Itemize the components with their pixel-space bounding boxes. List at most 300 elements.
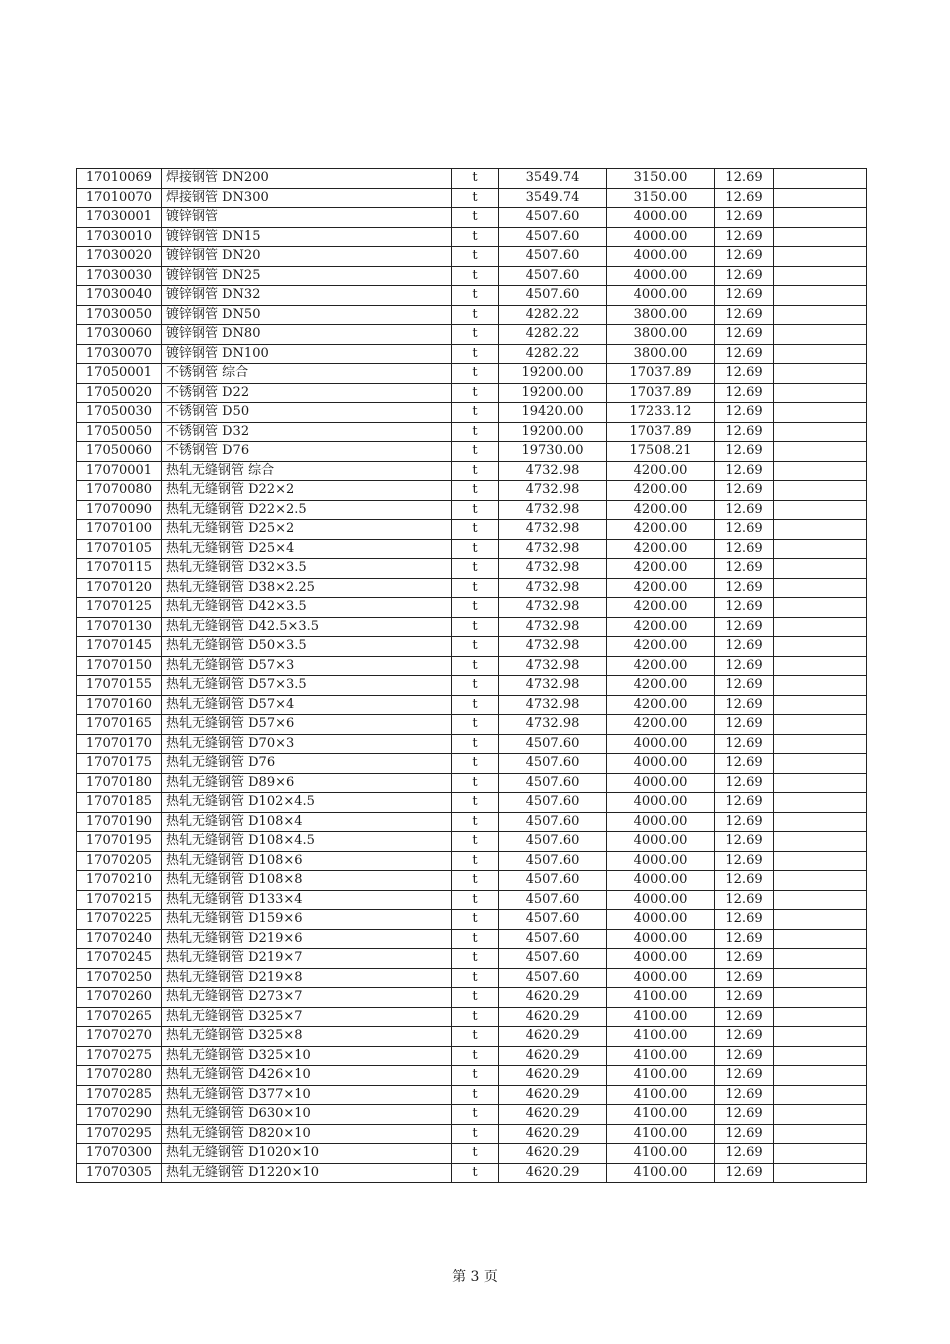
price-incl-tax-cell: 4732.98: [499, 461, 607, 481]
price-excl-tax-cell: 4000.00: [607, 773, 715, 793]
unit-cell: t: [452, 266, 499, 286]
remarks-cell: [774, 754, 867, 774]
table-row: [77, 812, 867, 832]
price-excl-tax-cell: 4000.00: [607, 754, 715, 774]
tax-rate-cell: 12.69: [715, 910, 774, 930]
unit-cell: t: [452, 559, 499, 579]
unit-cell: t: [452, 169, 499, 189]
unit-cell: t: [452, 403, 499, 423]
material-code-cell: 17070170: [77, 734, 162, 754]
table-row: [77, 481, 867, 501]
tax-rate-cell: 12.69: [715, 1007, 774, 1027]
material-code-cell: 17070285: [77, 1085, 162, 1105]
unit-cell: t: [452, 598, 499, 618]
remarks-cell: [774, 169, 867, 189]
price-incl-tax-cell: 4620.29: [499, 988, 607, 1008]
unit-cell: t: [452, 656, 499, 676]
tax-rate-cell: 12.69: [715, 325, 774, 345]
table-row: [77, 949, 867, 969]
table-row: [77, 403, 867, 423]
unit-cell: t: [452, 1144, 499, 1164]
price-incl-tax-cell: 4732.98: [499, 695, 607, 715]
material-code-cell: 17070295: [77, 1124, 162, 1144]
remarks-cell: [774, 715, 867, 735]
remarks-cell: [774, 617, 867, 637]
table-row: [77, 988, 867, 1008]
price-excl-tax-cell: 4100.00: [607, 1105, 715, 1125]
price-excl-tax-cell: 4200.00: [607, 539, 715, 559]
material-code-cell: 17010070: [77, 188, 162, 208]
remarks-cell: [774, 988, 867, 1008]
material-code-cell: 17070210: [77, 871, 162, 891]
unit-cell: t: [452, 578, 499, 598]
remarks-cell: [774, 500, 867, 520]
unit-cell: t: [452, 910, 499, 930]
unit-cell: t: [452, 1105, 499, 1125]
table-row: [77, 637, 867, 657]
price-incl-tax-cell: 4732.98: [499, 656, 607, 676]
remarks-cell: [774, 383, 867, 403]
tax-rate-cell: 12.69: [715, 949, 774, 969]
price-excl-tax-cell: 17037.89: [607, 364, 715, 384]
table-row: [77, 383, 867, 403]
material-code-cell: 17050050: [77, 422, 162, 442]
tax-rate-cell: 12.69: [715, 929, 774, 949]
material-name-cell: 热轧无缝钢管 D1020×10: [162, 1144, 452, 1164]
price-incl-tax-cell: 4507.60: [499, 247, 607, 267]
material-code-cell: 17070260: [77, 988, 162, 1008]
material-code-cell: 17030060: [77, 325, 162, 345]
unit-cell: t: [452, 520, 499, 540]
material-name-cell: 热轧无缝钢管 D219×6: [162, 929, 452, 949]
unit-cell: t: [452, 695, 499, 715]
table-row: [77, 871, 867, 891]
tax-rate-cell: 12.69: [715, 344, 774, 364]
material-code-cell: 17070270: [77, 1027, 162, 1047]
material-code-cell: 17070100: [77, 520, 162, 540]
tax-rate-cell: 12.69: [715, 598, 774, 618]
price-incl-tax-cell: 4507.60: [499, 754, 607, 774]
material-name-cell: 热轧无缝钢管 D50×3.5: [162, 637, 452, 657]
table-row: [77, 1066, 867, 1086]
table-row: [77, 617, 867, 637]
unit-cell: t: [452, 247, 499, 267]
price-excl-tax-cell: 4000.00: [607, 851, 715, 871]
price-incl-tax-cell: 4620.29: [499, 1163, 607, 1183]
material-price-table: [76, 168, 867, 1183]
remarks-cell: [774, 637, 867, 657]
price-excl-tax-cell: 4000.00: [607, 929, 715, 949]
unit-cell: t: [452, 305, 499, 325]
material-code-cell: 17070001: [77, 461, 162, 481]
table-row: [77, 754, 867, 774]
tax-rate-cell: 12.69: [715, 208, 774, 228]
tax-rate-cell: 12.69: [715, 227, 774, 247]
table-row: [77, 968, 867, 988]
tax-rate-cell: 12.69: [715, 247, 774, 267]
unit-cell: t: [452, 832, 499, 852]
price-incl-tax-cell: 4620.29: [499, 1027, 607, 1047]
price-incl-tax-cell: 4507.60: [499, 968, 607, 988]
remarks-cell: [774, 208, 867, 228]
table-row: [77, 910, 867, 930]
price-incl-tax-cell: 4732.98: [499, 578, 607, 598]
material-name-cell: 焊接钢管 DN300: [162, 188, 452, 208]
material-name-cell: 热轧无缝钢管 D108×8: [162, 871, 452, 891]
remarks-cell: [774, 1085, 867, 1105]
unit-cell: t: [452, 1046, 499, 1066]
price-excl-tax-cell: 4000.00: [607, 968, 715, 988]
price-excl-tax-cell: 3150.00: [607, 188, 715, 208]
material-name-cell: 热轧无缝钢管 D76: [162, 754, 452, 774]
remarks-cell: [774, 364, 867, 384]
material-code-cell: 17070115: [77, 559, 162, 579]
price-excl-tax-cell: 3800.00: [607, 305, 715, 325]
price-incl-tax-cell: 4732.98: [499, 481, 607, 501]
unit-cell: t: [452, 344, 499, 364]
table-row: [77, 1144, 867, 1164]
remarks-cell: [774, 266, 867, 286]
remarks-cell: [774, 247, 867, 267]
tax-rate-cell: 12.69: [715, 734, 774, 754]
price-excl-tax-cell: 17037.89: [607, 383, 715, 403]
price-incl-tax-cell: 4732.98: [499, 617, 607, 637]
tax-rate-cell: 12.69: [715, 1124, 774, 1144]
price-excl-tax-cell: 4100.00: [607, 1144, 715, 1164]
table-row: [77, 890, 867, 910]
price-incl-tax-cell: 4507.60: [499, 812, 607, 832]
unit-cell: t: [452, 754, 499, 774]
material-code-cell: 17070205: [77, 851, 162, 871]
page-number: 第 3 页: [452, 1269, 498, 1285]
tax-rate-cell: 12.69: [715, 1085, 774, 1105]
table-row: [77, 929, 867, 949]
table-row: [77, 851, 867, 871]
remarks-cell: [774, 1144, 867, 1164]
price-incl-tax-cell: 4507.60: [499, 266, 607, 286]
tax-rate-cell: 12.69: [715, 988, 774, 1008]
tax-rate-cell: 12.69: [715, 461, 774, 481]
material-code-cell: 17070245: [77, 949, 162, 969]
table-row: [77, 169, 867, 189]
tax-rate-cell: 12.69: [715, 403, 774, 423]
price-incl-tax-cell: 4507.60: [499, 793, 607, 813]
tax-rate-cell: 12.69: [715, 968, 774, 988]
material-code-cell: 17070125: [77, 598, 162, 618]
material-name-cell: 热轧无缝钢管 D108×4: [162, 812, 452, 832]
remarks-cell: [774, 188, 867, 208]
material-code-cell: 17070150: [77, 656, 162, 676]
remarks-cell: [774, 929, 867, 949]
price-incl-tax-cell: 4620.29: [499, 1124, 607, 1144]
price-incl-tax-cell: 4507.60: [499, 851, 607, 871]
material-code-cell: 17070165: [77, 715, 162, 735]
material-code-cell: 17030030: [77, 266, 162, 286]
tax-rate-cell: 12.69: [715, 773, 774, 793]
material-code-cell: 17070185: [77, 793, 162, 813]
material-name-cell: 热轧无缝钢管 D219×7: [162, 949, 452, 969]
material-name-cell: 热轧无缝钢管 D325×10: [162, 1046, 452, 1066]
material-name-cell: 热轧无缝钢管 D42.5×3.5: [162, 617, 452, 637]
material-name-cell: 热轧无缝钢管 D57×6: [162, 715, 452, 735]
unit-cell: t: [452, 1007, 499, 1027]
price-incl-tax-cell: 19200.00: [499, 364, 607, 384]
unit-cell: t: [452, 988, 499, 1008]
price-excl-tax-cell: 4000.00: [607, 227, 715, 247]
price-incl-tax-cell: 4507.60: [499, 910, 607, 930]
material-name-cell: 焊接钢管 DN200: [162, 169, 452, 189]
price-incl-tax-cell: 3549.74: [499, 188, 607, 208]
price-incl-tax-cell: 4507.60: [499, 832, 607, 852]
material-name-cell: 镀锌钢管 DN25: [162, 266, 452, 286]
price-excl-tax-cell: 4200.00: [607, 481, 715, 501]
price-excl-tax-cell: 4200.00: [607, 695, 715, 715]
price-incl-tax-cell: 4620.29: [499, 1085, 607, 1105]
material-name-cell: 热轧无缝钢管 D325×7: [162, 1007, 452, 1027]
unit-cell: t: [452, 949, 499, 969]
price-excl-tax-cell: 4000.00: [607, 286, 715, 306]
unit-cell: t: [452, 500, 499, 520]
material-name-cell: 镀锌钢管 DN50: [162, 305, 452, 325]
material-name-cell: 热轧无缝钢管 D32×3.5: [162, 559, 452, 579]
remarks-cell: [774, 442, 867, 462]
price-excl-tax-cell: 4000.00: [607, 910, 715, 930]
table-row: [77, 1124, 867, 1144]
tax-rate-cell: 12.69: [715, 539, 774, 559]
remarks-cell: [774, 461, 867, 481]
material-name-cell: 不锈钢管 D50: [162, 403, 452, 423]
price-incl-tax-cell: 4732.98: [499, 559, 607, 579]
unit-cell: t: [452, 1027, 499, 1047]
remarks-cell: [774, 286, 867, 306]
table-row: [77, 578, 867, 598]
unit-cell: t: [452, 773, 499, 793]
unit-cell: t: [452, 1066, 499, 1086]
table-row: [77, 247, 867, 267]
material-name-cell: 热轧无缝钢管 D89×6: [162, 773, 452, 793]
material-code-cell: 17070090: [77, 500, 162, 520]
price-incl-tax-cell: 4732.98: [499, 539, 607, 559]
material-code-cell: 17070195: [77, 832, 162, 852]
tax-rate-cell: 12.69: [715, 500, 774, 520]
price-excl-tax-cell: 4100.00: [607, 1163, 715, 1183]
material-code-cell: 17030010: [77, 227, 162, 247]
tax-rate-cell: 12.69: [715, 715, 774, 735]
price-excl-tax-cell: 17508.21: [607, 442, 715, 462]
material-code-cell: 17070305: [77, 1163, 162, 1183]
price-excl-tax-cell: 4000.00: [607, 266, 715, 286]
table-row: [77, 715, 867, 735]
table-row: [77, 676, 867, 696]
tax-rate-cell: 12.69: [715, 305, 774, 325]
price-incl-tax-cell: 4282.22: [499, 305, 607, 325]
price-excl-tax-cell: 17233.12: [607, 403, 715, 423]
material-code-cell: 17070215: [77, 890, 162, 910]
price-excl-tax-cell: 4100.00: [607, 988, 715, 1008]
remarks-cell: [774, 949, 867, 969]
material-code-cell: 17070300: [77, 1144, 162, 1164]
price-excl-tax-cell: 4200.00: [607, 559, 715, 579]
material-code-cell: 17070275: [77, 1046, 162, 1066]
tax-rate-cell: 12.69: [715, 637, 774, 657]
unit-cell: t: [452, 793, 499, 813]
table-row: [77, 227, 867, 247]
table-row: [77, 344, 867, 364]
material-name-cell: 镀锌钢管 DN20: [162, 247, 452, 267]
price-excl-tax-cell: 4000.00: [607, 832, 715, 852]
remarks-cell: [774, 734, 867, 754]
material-code-cell: 17070105: [77, 539, 162, 559]
table-row: [77, 1007, 867, 1027]
price-incl-tax-cell: 19730.00: [499, 442, 607, 462]
tax-rate-cell: 12.69: [715, 871, 774, 891]
price-excl-tax-cell: 4100.00: [607, 1007, 715, 1027]
price-incl-tax-cell: 4507.60: [499, 734, 607, 754]
price-incl-tax-cell: 4507.60: [499, 890, 607, 910]
material-code-cell: 17070175: [77, 754, 162, 774]
price-excl-tax-cell: 4200.00: [607, 520, 715, 540]
unit-cell: t: [452, 812, 499, 832]
price-excl-tax-cell: 4200.00: [607, 461, 715, 481]
material-name-cell: 不锈钢管 D76: [162, 442, 452, 462]
unit-cell: t: [452, 539, 499, 559]
tax-rate-cell: 12.69: [715, 754, 774, 774]
unit-cell: t: [452, 422, 499, 442]
price-incl-tax-cell: 4507.60: [499, 871, 607, 891]
table-row: [77, 773, 867, 793]
tax-rate-cell: 12.69: [715, 812, 774, 832]
remarks-cell: [774, 1046, 867, 1066]
material-name-cell: 热轧无缝钢管 D22×2.5: [162, 500, 452, 520]
price-incl-tax-cell: 4507.60: [499, 773, 607, 793]
price-excl-tax-cell: 4000.00: [607, 890, 715, 910]
tax-rate-cell: 12.69: [715, 1066, 774, 1086]
material-name-cell: 热轧无缝钢管 D38×2.25: [162, 578, 452, 598]
remarks-cell: [774, 1124, 867, 1144]
tax-rate-cell: 12.69: [715, 1163, 774, 1183]
remarks-cell: [774, 890, 867, 910]
unit-cell: t: [452, 227, 499, 247]
remarks-cell: [774, 793, 867, 813]
material-name-cell: 热轧无缝钢管 D325×8: [162, 1027, 452, 1047]
material-code-cell: 17050020: [77, 383, 162, 403]
tax-rate-cell: 12.69: [715, 266, 774, 286]
remarks-cell: [774, 695, 867, 715]
remarks-cell: [774, 539, 867, 559]
remarks-cell: [774, 559, 867, 579]
table-row: [77, 1085, 867, 1105]
price-incl-tax-cell: 4620.29: [499, 1105, 607, 1125]
material-code-cell: 17070180: [77, 773, 162, 793]
material-code-cell: 17070280: [77, 1066, 162, 1086]
tax-rate-cell: 12.69: [715, 383, 774, 403]
table-row: [77, 734, 867, 754]
material-name-cell: 热轧无缝钢管 D102×4.5: [162, 793, 452, 813]
material-code-cell: 17070160: [77, 695, 162, 715]
table-row: [77, 520, 867, 540]
table-row: [77, 500, 867, 520]
price-incl-tax-cell: 4732.98: [499, 520, 607, 540]
material-name-cell: 热轧无缝钢管 D108×4.5: [162, 832, 452, 852]
price-incl-tax-cell: 4620.29: [499, 1144, 607, 1164]
table-row: [77, 559, 867, 579]
tax-rate-cell: 12.69: [715, 442, 774, 462]
table-row: [77, 1046, 867, 1066]
table-row: [77, 1105, 867, 1125]
tax-rate-cell: 12.69: [715, 286, 774, 306]
table-row: [77, 208, 867, 228]
material-code-cell: 17070265: [77, 1007, 162, 1027]
unit-cell: t: [452, 1085, 499, 1105]
table-row: [77, 325, 867, 345]
tax-rate-cell: 12.69: [715, 520, 774, 540]
remarks-cell: [774, 481, 867, 501]
material-code-cell: 17050001: [77, 364, 162, 384]
material-code-cell: 17070240: [77, 929, 162, 949]
unit-cell: t: [452, 364, 499, 384]
unit-cell: t: [452, 929, 499, 949]
remarks-cell: [774, 910, 867, 930]
material-name-cell: 热轧无缝钢管 综合: [162, 461, 452, 481]
material-name-cell: 镀锌钢管 DN15: [162, 227, 452, 247]
price-incl-tax-cell: 19200.00: [499, 422, 607, 442]
unit-cell: t: [452, 871, 499, 891]
material-code-cell: 17070145: [77, 637, 162, 657]
material-name-cell: 镀锌钢管: [162, 208, 452, 228]
material-name-cell: 热轧无缝钢管 D108×6: [162, 851, 452, 871]
tax-rate-cell: 12.69: [715, 481, 774, 501]
tax-rate-cell: 12.69: [715, 832, 774, 852]
price-incl-tax-cell: 4732.98: [499, 715, 607, 735]
material-name-cell: 热轧无缝钢管 D57×4: [162, 695, 452, 715]
price-excl-tax-cell: 4200.00: [607, 598, 715, 618]
tax-rate-cell: 12.69: [715, 1105, 774, 1125]
price-excl-tax-cell: 4200.00: [607, 715, 715, 735]
price-excl-tax-cell: 4000.00: [607, 949, 715, 969]
unit-cell: t: [452, 851, 499, 871]
tax-rate-cell: 12.69: [715, 578, 774, 598]
price-excl-tax-cell: 4100.00: [607, 1027, 715, 1047]
tax-rate-cell: 12.69: [715, 169, 774, 189]
remarks-cell: [774, 344, 867, 364]
price-excl-tax-cell: 4000.00: [607, 793, 715, 813]
material-code-cell: 17070290: [77, 1105, 162, 1125]
material-name-cell: 镀锌钢管 DN32: [162, 286, 452, 306]
remarks-cell: [774, 832, 867, 852]
material-code-cell: 17050060: [77, 442, 162, 462]
price-excl-tax-cell: 4000.00: [607, 247, 715, 267]
unit-cell: t: [452, 442, 499, 462]
remarks-cell: [774, 656, 867, 676]
material-name-cell: 不锈钢管 D32: [162, 422, 452, 442]
unit-cell: t: [452, 617, 499, 637]
table-row: [77, 1027, 867, 1047]
unit-cell: t: [452, 734, 499, 754]
table-row: [77, 266, 867, 286]
material-code-cell: 17030001: [77, 208, 162, 228]
tax-rate-cell: 12.69: [715, 695, 774, 715]
material-name-cell: 镀锌钢管 DN80: [162, 325, 452, 345]
price-incl-tax-cell: 19420.00: [499, 403, 607, 423]
material-code-cell: 17070190: [77, 812, 162, 832]
tax-rate-cell: 12.69: [715, 1046, 774, 1066]
table-row: [77, 793, 867, 813]
tax-rate-cell: 12.69: [715, 890, 774, 910]
material-name-cell: 热轧无缝钢管 D57×3: [162, 656, 452, 676]
tax-rate-cell: 12.69: [715, 617, 774, 637]
remarks-cell: [774, 871, 867, 891]
price-incl-tax-cell: 4282.22: [499, 344, 607, 364]
